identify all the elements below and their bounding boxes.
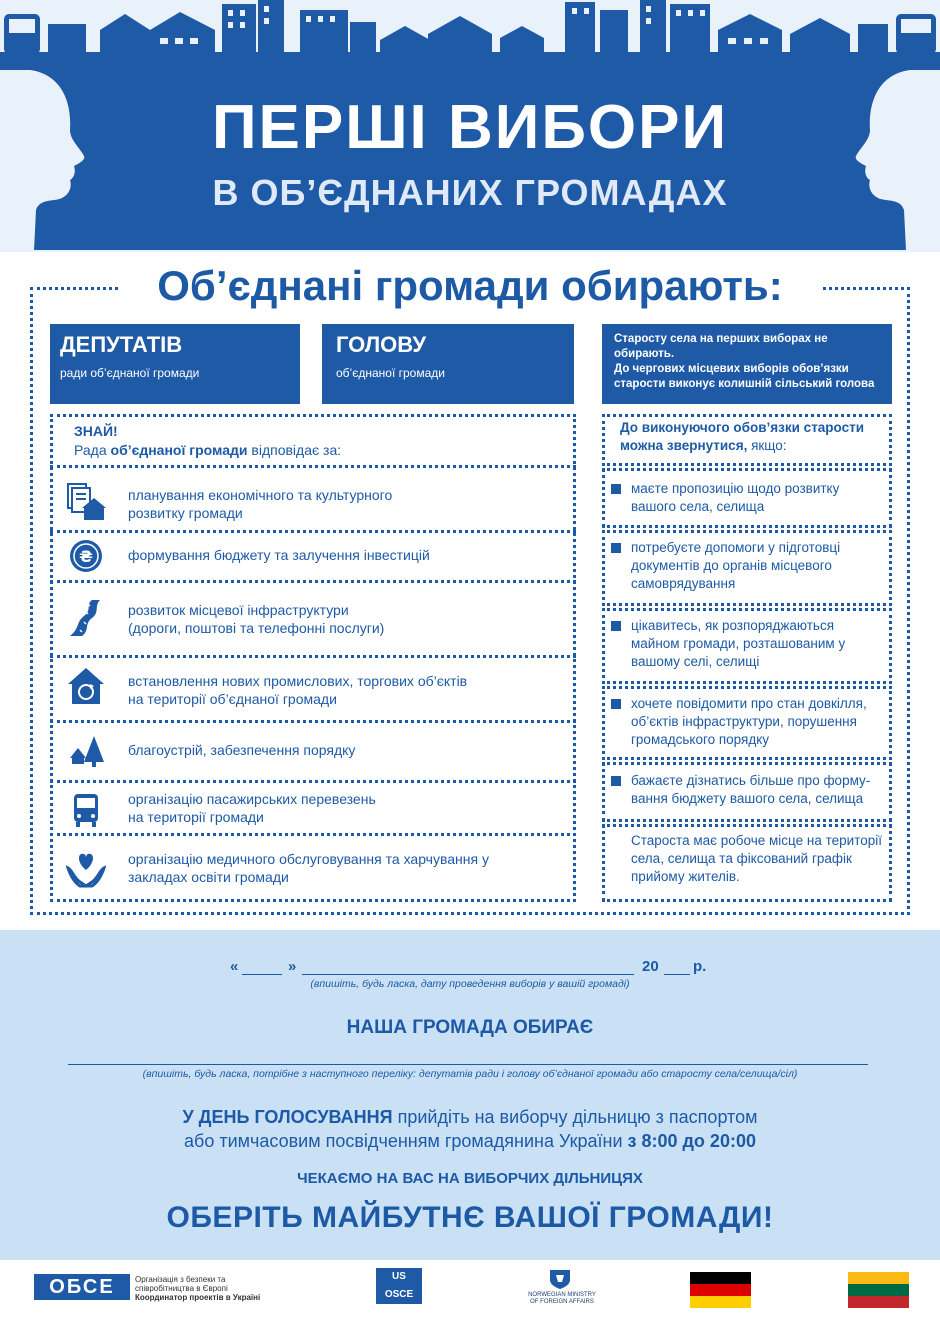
responsibility-item <box>128 790 376 826</box>
voting-day-info <box>0 1105 940 1153</box>
item-text-line1: благоустрій, забезпечення порядку <box>128 742 356 758</box>
elder-note-box <box>602 324 892 404</box>
elder-contact-item: маєте пропозицію щодо розвитку вашого села, селища <box>631 481 840 514</box>
norway-crest-icon <box>548 1268 572 1290</box>
day-blank-line[interactable] <box>242 974 282 975</box>
osce-line2: співробітництва в Європі <box>135 1284 228 1293</box>
deputies-box <box>50 324 300 404</box>
elder-contact-item: бажаєте дізнатись більше про форму-вання бюджету вашого села, селища <box>631 773 871 806</box>
bus-icon <box>66 790 106 830</box>
council-intro <box>74 422 341 460</box>
row-divider <box>50 780 576 783</box>
item-text-line2: на території об’єднаної громади <box>128 691 337 707</box>
bullet-square <box>611 543 621 553</box>
responsibility-item <box>128 672 467 708</box>
elder-workplace-note: Староста має робоче місце на території села, селища та фіксований графік прийому жителів. <box>631 833 882 884</box>
responsibility-item <box>128 850 489 886</box>
elder-contact-header-bold: До виконуючого обов’язки старости можна звернутися, <box>620 420 865 453</box>
row-divider <box>50 833 576 836</box>
elder-note-line1: Старосту села на перших виборах не обирають. <box>614 333 828 360</box>
bullet-square <box>611 699 621 709</box>
row-divider <box>50 580 576 583</box>
item-text-line2: розвитку громади <box>128 505 243 521</box>
norway-line1: NORWEGIAN MINISTRY <box>528 1292 596 1298</box>
svg-text:₴: ₴ <box>79 547 93 566</box>
page-subtitle: В ОБ’ЄДНАНИХ ГРОМАДАХ <box>212 172 728 213</box>
osce-line3: Координатор проектів в Україні <box>135 1293 261 1302</box>
elder-contact-header-post: якщо: <box>747 438 787 453</box>
responsibility-item <box>128 486 392 522</box>
recycle-house-icon <box>66 666 106 706</box>
osce-description <box>135 1275 260 1302</box>
year-prefix: 20 <box>642 958 659 975</box>
responsibility-item <box>128 741 355 759</box>
elder-contact-item: потребуєте допомоги у підготовці документів до органів місцевого самоврядування <box>631 540 841 591</box>
choice-hint: (впишіть, будь ласка, потрібне з наступного переліку: депутатів ради і голову об’єднаної громади або старосту села/селища/сіл) <box>142 1068 798 1080</box>
waiting-at-stations: ЧЕКАЄМО НА ВАС НА ВИБОРЧИХ ДІЛЬНИЦЯХ <box>297 1170 643 1187</box>
choice-blank-line[interactable] <box>68 1064 868 1065</box>
month-blank-line[interactable] <box>302 974 634 975</box>
item-text-line1: формування бюджету та залучення інвестицій <box>128 547 430 563</box>
elder-note-line2: До чергових місцевих виборів обов’язки старости виконує колишній сільський голова <box>614 363 875 390</box>
deputies-sublabel: ради об’єднаної громади <box>60 366 200 380</box>
bullet-square <box>611 776 621 786</box>
head-box <box>322 324 574 404</box>
item-text-line2: (дороги, поштові та телефонні послуги) <box>128 620 385 636</box>
head-sublabel: об’єднаної громади <box>336 366 445 380</box>
bullet-square <box>611 621 621 631</box>
year-blank-line[interactable] <box>664 974 690 975</box>
date-quote-close: » <box>288 958 297 975</box>
item-text-line1: організацію пасажирських перевезень <box>128 791 376 807</box>
head-label: ГОЛОВУ <box>336 332 427 357</box>
voting-day-bold: У ДЕНЬ ГОЛОСУВАННЯ <box>182 1107 393 1127</box>
responsibility-item <box>128 546 430 564</box>
year-suffix: р. <box>693 958 707 975</box>
bullet-square <box>611 484 621 494</box>
hryvnia-coin-icon <box>66 536 106 576</box>
date-hint: (впишіть, будь ласка, дату проведення виборів у вашій громаді) <box>310 978 630 990</box>
osce-line1: Організація з безпеки та <box>135 1275 226 1284</box>
row-divider <box>50 465 576 468</box>
responsibility-item <box>128 601 384 637</box>
heart-hands-icon <box>66 848 106 888</box>
voting-day-text: прийдіть на виборчу дільницю з паспортом <box>392 1107 758 1127</box>
intro-pre: Рада <box>74 442 111 458</box>
deputies-label: ДЕПУТАТІВ <box>60 332 183 357</box>
our-community-elects: НАША ГРОМАДА ОБИРАЄ <box>346 1017 594 1038</box>
item-text-line1: планування економічного та культурного <box>128 487 393 503</box>
lithuania-flag-icon <box>848 1272 909 1308</box>
page-title: ПЕРШІ ВИБОРИ <box>211 93 729 162</box>
slogan: ОБЕРІТЬ МАЙБУТНЄ ВАШОЇ ГРОМАДИ! <box>166 1201 774 1234</box>
voting-day-line2: або тимчасовим посвідченням громадянина України <box>184 1131 628 1151</box>
osce-logo: ОБСЕ <box>34 1274 130 1300</box>
elder-contact-item: цікавитесь, як розпоряджаються майном громади, розташованим у вашому селі, селищі <box>631 618 846 669</box>
road-icon <box>66 598 106 638</box>
documents-house-icon <box>66 482 106 522</box>
item-text-line1: розвиток місцевої інфраструктури <box>128 602 349 618</box>
row-divider <box>50 720 576 723</box>
elder-contact-header <box>620 419 890 455</box>
elder-contact-item: хочете повідомити про стан довкілля, об’єктів інфраструктури, порушення громадського порядку <box>631 696 867 747</box>
voting-hours: з 8:00 до 20:00 <box>627 1131 756 1151</box>
intro-bold: об’єднаної громади <box>110 442 248 458</box>
item-text-line1: встановлення нових промислових, торгових об’єктів <box>128 673 468 689</box>
row-divider <box>50 530 576 533</box>
intro-post: відповідає за: <box>247 442 342 458</box>
know-label: ЗНАЙ! <box>74 423 118 439</box>
section-title: Об’єднані громади обирають: <box>120 262 820 310</box>
row-divider <box>50 655 576 658</box>
date-quote-open: « <box>230 958 239 975</box>
item-text-line2: закладах освіти громади <box>128 869 289 885</box>
us-osce-logo: US OSCE <box>376 1268 422 1304</box>
germany-flag-icon <box>690 1272 751 1308</box>
item-text-line1: організацію медичного обслуговування та харчування у <box>128 851 489 867</box>
norway-ministry-label <box>522 1292 602 1306</box>
item-text-line2: на території громади <box>128 809 264 825</box>
norway-line2: OF FOREIGN AFFAIRS <box>530 1299 594 1305</box>
trees-house-icon <box>66 730 106 770</box>
